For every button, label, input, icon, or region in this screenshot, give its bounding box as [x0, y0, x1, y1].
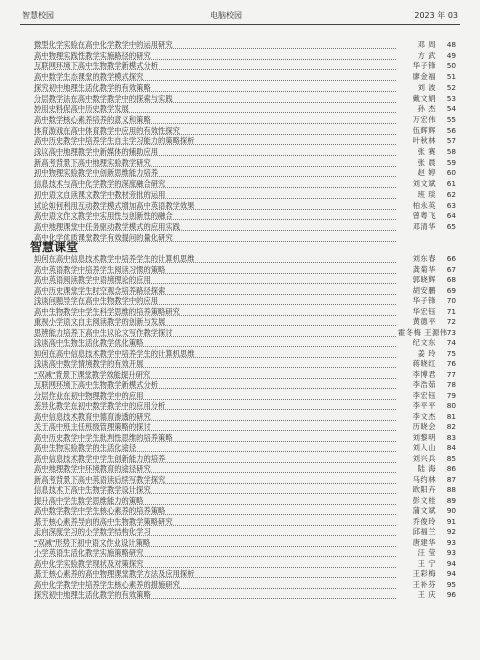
toc-entry-title: 互联网环境下高中生物教学新模式分析 [34, 61, 159, 71]
toc-entry-page: 96 [446, 590, 456, 599]
toc-entry-author: 赵 婷 [417, 168, 436, 178]
toc-entry [34, 307, 458, 317]
toc-entry [34, 201, 458, 211]
toc-entry-page: 57 [446, 136, 456, 146]
toc-entry-author: 郭晓辉 [412, 275, 436, 284]
toc-entry-title: 高中数学教学中学生核心素养的培养策略 [34, 506, 166, 515]
toc-entry-title: 信息技术与高中化学教学的深度融合研究 [34, 179, 166, 189]
toc-entry-title: 分层作业在初中物理教学中的应用 [34, 390, 144, 400]
section-title: 智慧课堂 [30, 240, 79, 254]
toc-entry-page: 93 [446, 537, 456, 547]
toc-entry-author: 刘 波 [417, 82, 436, 92]
toc-entry-author: 方 武 [417, 50, 436, 60]
toc-entry [34, 254, 458, 264]
toc-entry [34, 94, 458, 104]
toc-entry-author: 彭文桂 [412, 495, 436, 505]
toc-entry [34, 233, 458, 243]
toc-entry-title: 高中物理实践性教学实施路径的研究 [34, 50, 151, 60]
toc-entry-title: 高中化学教学中培养学生核心素养的措施研究 [34, 579, 180, 589]
toc-entry-title: 新高考背景下高中地理实验教学研究 [34, 157, 151, 167]
header-center: 电脑校园 [210, 11, 242, 20]
toc-entry-title: 小学英语生活化教学实施策略研究 [34, 548, 144, 557]
toc-entry-author: 孙 杰 [417, 104, 436, 114]
toc-entry [34, 506, 458, 516]
toc-entry-title: 妙用史料促高中历史教学发展 [34, 104, 129, 114]
toc-entry-author: 班 琰 [417, 189, 436, 199]
toc-entry-title: 互联网环境下高中生物教学新模式分析 [34, 380, 159, 389]
toc-entry-author: 华子锋 [412, 296, 436, 305]
toc-entry-title: 分层教学法在高中数学教学中的探索与实践 [34, 93, 173, 103]
toc-entry [34, 569, 458, 579]
toc-entry-author: 汪 莹 [417, 548, 436, 557]
toc-entry-title: 初中物理实验教学中创新思维能力培养 [34, 168, 159, 178]
toc-entry-author: 伍辉辉 [412, 125, 436, 135]
toc-entry-author: 陆 海 [417, 464, 436, 473]
toc-entry-title: 试论如何利用互动教学模式增加高中英语教学效果 [34, 200, 195, 210]
toc-entry [34, 126, 458, 136]
toc-entry-title: 高中化学实验教学现状及对策探究 [34, 558, 144, 568]
toc-entry-author: 刘东春 [412, 254, 436, 263]
toc-entry [34, 412, 458, 422]
toc-entry [34, 517, 458, 527]
toc-entry [34, 104, 458, 114]
toc-entry-page: 64 [446, 211, 456, 221]
toc-entry-title: 思辨能力培养下高中生议论文写作教学探讨 [34, 327, 173, 337]
toc-entry-author: 姜 玲 [417, 348, 436, 358]
toc-entry-title: 高中生物实验教学的生活化途径 [34, 443, 137, 452]
toc-entry-title: 高中历史教学中学生批判性思维的培养策略 [34, 432, 173, 442]
header-left: 智慧校园 [22, 11, 54, 20]
toc-entry-title: 基于核心素养的高中物理课堂教学方法及应用探析 [34, 569, 195, 578]
toc-entry-author: 王彩梅 [412, 569, 436, 578]
toc-entry [34, 443, 458, 453]
toc-entry-author: 华子锋 [412, 61, 436, 71]
toc-entry [34, 83, 458, 93]
toc-entry [34, 136, 458, 146]
toc-entry [34, 190, 458, 200]
toc-entry-page: 62 [446, 189, 456, 199]
toc-entry-page: 69 [446, 285, 456, 295]
toc-entry-title: 高中英语阅读教学中语境理论的应用 [34, 275, 151, 284]
toc-entry-page: 61 [446, 179, 456, 189]
toc-entry-page: 81 [446, 411, 456, 421]
toc-entry-author: 李宏钰 [412, 390, 436, 400]
toc-entry-page: 91 [446, 516, 456, 526]
toc-entry-title: 重视小学语文自主阅读教学的创新与发展 [34, 317, 166, 326]
toc-entry [34, 538, 458, 548]
toc-entry [34, 559, 458, 569]
toc-entry-page: 76 [446, 359, 456, 368]
toc-entry [34, 370, 458, 380]
toc-entry-author: 马约林 [412, 474, 436, 484]
toc-entry-author: 李浩茹 [412, 380, 436, 389]
toc-entry-author: 王 宁 [417, 558, 436, 568]
toc-entry-author: 黄德平 [412, 317, 436, 326]
toc-entry-title: 浅谈高中数学情境教学的有效开展 [34, 359, 144, 368]
toc-entry-title: 高中信息技术教学中学生创新能力的培养 [34, 453, 166, 463]
toc-entry-title: 体育游戏在高中体育教学中应用的有效性探究 [34, 125, 180, 135]
toc-entry-title: "双减"背景下课堂教学效能提升研究 [34, 369, 151, 379]
toc-entry [34, 168, 458, 178]
toc-entry [34, 433, 458, 443]
toc-entry [34, 454, 458, 464]
toc-entry [34, 590, 458, 600]
toc-entry-author: 邱福兰 [412, 527, 436, 536]
toc-entry-title: 如何在高中信息技术教学中培养学生的计算机思维 [34, 348, 195, 358]
toc-entry-author: 廖金福 [412, 72, 436, 82]
toc-entry-title: 浅谈高中生物生活化教学优化策略 [34, 338, 144, 347]
toc-entry-title: 基于核心素养导向的高中生物教学策略研究 [34, 516, 173, 526]
toc-entry [34, 380, 458, 390]
toc-entry [34, 286, 458, 296]
toc-entry-page: 58 [446, 147, 456, 156]
toc-entry-title: 微型化学实验在高中化学教学中的运用研究 [34, 40, 173, 49]
toc-entry [34, 328, 458, 338]
toc-entry-page: 89 [446, 495, 456, 505]
toc-entry-page: 73 [446, 327, 456, 337]
toc-entry-title: 探究初中地理生活化教学的有效策略 [34, 590, 151, 599]
toc-entry-page: 77 [446, 369, 456, 379]
toc-entry-page: 59 [446, 157, 456, 167]
toc-entry [34, 317, 458, 327]
toc-entry-page: 66 [446, 254, 456, 263]
toc-entry-page: 85 [446, 453, 456, 463]
toc-entry-title: 浅谈问题导学在高中生物教学中的应用 [34, 296, 159, 305]
toc-entry-page: 60 [446, 168, 456, 178]
toc-entry-page: 87 [446, 474, 456, 484]
toc-entry [34, 401, 458, 411]
toc-entry-page: 78 [446, 380, 456, 389]
toc-entry-author: 李文杰 [412, 411, 436, 421]
toc-entry-title: 高中地理课堂中任务驱动教学模式的应用实践 [34, 221, 180, 231]
toc-entry-author: 万宏伟 [412, 114, 436, 124]
toc-entry-page: 86 [446, 464, 456, 473]
toc-entry-page: 74 [446, 338, 456, 347]
toc-entry-page: 54 [446, 104, 456, 114]
toc-entry-page: 72 [446, 317, 456, 326]
header-right: 2023 年 03 [414, 11, 458, 20]
toc-entry-title: 信息技术下高中生物学教学设计探究 [34, 485, 151, 494]
toc-entry-author: 蒋晓红 [412, 359, 436, 368]
toc-entry-author: 曾粤飞 [412, 211, 436, 221]
toc-entry-page: 90 [446, 506, 456, 515]
toc-entry-title: 高中信息技术教育中德育渗透的研究 [34, 411, 151, 421]
toc-entry-page: 52 [446, 82, 456, 92]
toc-entry-author: 张 晨 [417, 157, 436, 167]
toc-entry [34, 158, 458, 168]
toc-entry-author: 邓 周 [417, 40, 436, 49]
toc-entry-title: 高中化学优质课堂教学有效提问的量化研究 [34, 232, 173, 242]
toc-entry-page: 92 [446, 527, 456, 536]
toc-entry-title: 高中地理教学中环境教育的途径研究 [34, 464, 151, 473]
toc-entry-title: 关于高中班主任班级管理策略的探讨 [34, 422, 151, 431]
toc-entry [34, 222, 458, 232]
toc-entry-author: 李博君 [412, 369, 436, 379]
toc-entry-author: 李平平 [412, 401, 436, 410]
toc-entry-page: 51 [446, 72, 456, 82]
toc-entry [34, 391, 458, 401]
toc-entry-page: 56 [446, 125, 456, 135]
toc-entry [34, 51, 458, 61]
toc-entry-title: 高中历史课堂学生时空观念培养路径探索 [34, 285, 166, 295]
toc-entry-author: 王补芬 [412, 579, 436, 589]
toc-entry-page: 82 [446, 422, 456, 431]
toc-entry-author: 柏永英 [412, 200, 436, 210]
toc-entry-page: 88 [446, 485, 456, 494]
toc-entry-author: 邓清华 [412, 221, 436, 231]
toc-entry-page: 50 [446, 61, 456, 71]
toc-entry [34, 475, 458, 485]
toc-entry-author: 欧阳卉 [412, 485, 436, 494]
toc-entry-author: 刘黎明 [412, 432, 436, 442]
toc-entry [34, 349, 458, 359]
toc-entry-author: 刘文斌 [412, 179, 436, 189]
toc-entry-page: 49 [446, 50, 456, 60]
toc-entry [34, 580, 458, 590]
toc-entry-author: 叶秋林 [412, 136, 436, 146]
toc-entry-page: 70 [446, 296, 456, 305]
toc-entry [34, 422, 458, 432]
toc-entry-page: 55 [446, 114, 456, 124]
toc-entry [34, 265, 458, 275]
toc-entry-title: 高中历史教学中培养学生自主学习能力的策略探析 [34, 136, 195, 146]
toc-entry-page: 94 [446, 558, 456, 568]
toc-entry-author: 王 庆 [417, 590, 436, 599]
toc-entry-title: 高中生物教学中学生科学思维的培养策略研究 [34, 306, 180, 316]
toc-entry-page: 71 [446, 306, 456, 316]
toc-entry [34, 527, 458, 537]
toc-entry-author: 纪文东 [412, 338, 436, 347]
toc-entry-title: "双减"形势下初中语文作业设计策略 [34, 537, 151, 547]
toc-entry-page: 94 [446, 569, 456, 578]
toc-entry-author: 张 赛 [417, 147, 436, 156]
toc-entry [34, 211, 458, 221]
toc-entry-page: 95 [446, 579, 456, 589]
toc-entry-author: 刘人山 [412, 443, 436, 452]
toc-entry-page: 80 [446, 401, 456, 410]
toc-entry-page: 84 [446, 443, 456, 452]
toc-entry [34, 275, 458, 285]
toc-entry [34, 464, 458, 474]
toc-entry-author: 蒲文斌 [412, 506, 436, 515]
toc-entry-author: 刘兴兵 [412, 453, 436, 463]
toc-entry-author: 历晓会 [412, 422, 436, 431]
toc-entry-page: 48 [446, 40, 456, 49]
toc-entry [34, 61, 458, 71]
toc-entry [34, 359, 458, 369]
toc-entry-page: 75 [446, 348, 456, 358]
toc-entry-page: 68 [446, 275, 456, 284]
toc-entry-page: 67 [446, 264, 456, 274]
toc-entry-author: 戴文娟 [412, 93, 436, 103]
toc-entry-author: 唐建华 [412, 537, 436, 547]
toc-entry-title: 如何在高中信息技术教学中培养学生的计算机思维 [34, 254, 195, 263]
toc-entry [34, 338, 458, 348]
toc-entry [34, 496, 458, 506]
toc-entry-author: 华宏钰 [412, 306, 436, 316]
toc-entry-page: 53 [446, 93, 456, 103]
toc-entry-title: 提升高中学生数学思维能力的策略 [34, 495, 144, 505]
toc-entry-title: 高中语文作文教学中实用性与创新性的融合 [34, 211, 173, 221]
toc-entry-page: 83 [446, 432, 456, 442]
toc-entry-title: 高中数学生态课堂的教学模式探究 [34, 72, 144, 82]
toc-entry-page: 65 [446, 221, 456, 231]
toc-entry-author: 霍冬梅 王源伟 [398, 327, 448, 337]
toc-entry-page: 79 [446, 390, 456, 400]
toc-entry [34, 179, 458, 189]
toc-entry-page: 63 [446, 200, 456, 210]
toc-entry-title: 初中语文自读课文教学中教材旁批的运用 [34, 189, 166, 199]
toc-entry-title: 高中英语教学中培养学生阅读习惯的策略 [34, 264, 166, 274]
toc-entry [34, 485, 458, 495]
toc-entry [34, 548, 458, 558]
toc-entry [34, 147, 458, 157]
toc-entry-title: 高中数学核心素养培养的意义和策略 [34, 114, 151, 124]
toc-entry [34, 72, 458, 82]
toc-entry [34, 115, 458, 125]
toc-entry-author: 龚菊华 [412, 264, 436, 274]
toc-entry-title: 差异化教学在初中数学教学中的应用分析 [34, 401, 166, 410]
toc-entry-author: 胡安鹏 [412, 285, 436, 295]
toc-entry-title: 新高考背景下高中英语读后续写教学探究 [34, 474, 166, 484]
toc-entry-author: 乔俊玲 [412, 516, 436, 526]
toc-entry-title: 探究初中地理生活化教学的有效策略 [34, 82, 151, 92]
toc-entry [34, 296, 458, 306]
toc-entry-title: 浅议高中地理教学中新媒体的辅助应用 [34, 147, 159, 156]
toc-entry-page: 93 [446, 548, 456, 557]
toc-entry-title: 走向深度学习的小学数学结构化学习 [34, 527, 151, 536]
toc-entry [34, 40, 458, 50]
